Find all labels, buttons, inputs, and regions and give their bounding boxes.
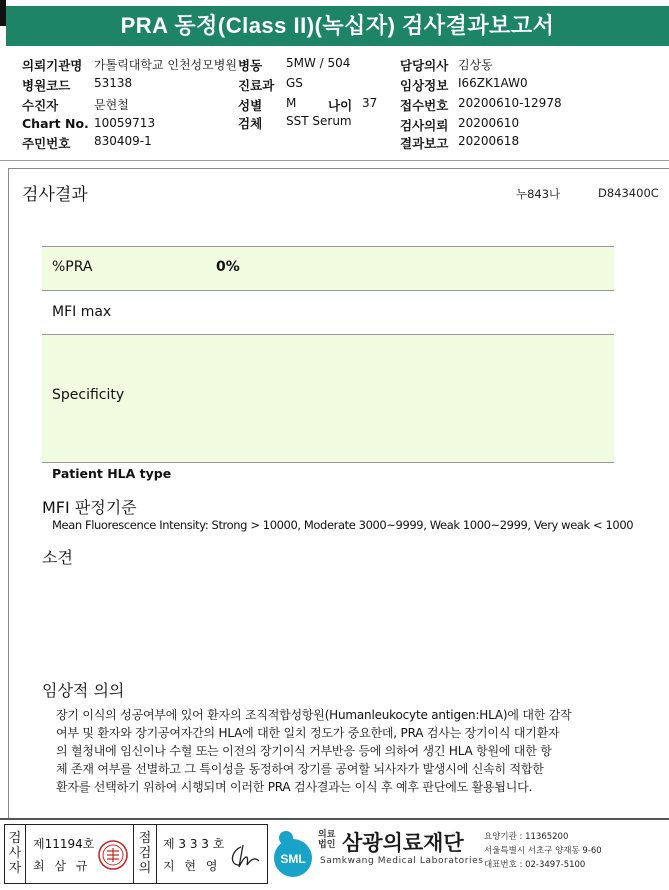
findings-title: 소견 [42, 548, 73, 567]
value-doctor: 김상동 [458, 58, 493, 72]
org-name: 삼광의료재단 [342, 832, 464, 855]
phone: 대표번호 : 02-3497-5100 [484, 860, 586, 870]
pra-value: 0% [216, 259, 240, 275]
mfi-title: MFI 판정기준 [42, 498, 137, 517]
org-english-name: Samkwang Medical Laboratories [320, 856, 484, 866]
clinical-line: 환자를 선택하기 위하여 시행되며 이러한 PRA 검사결과는 이식 후 예후 판단에도 활용됩니다. [56, 780, 533, 794]
value-chart-no: 10059713 [94, 116, 156, 130]
table-line [42, 462, 614, 463]
clinical-line: 체 존재 여부를 선별하고 그 특이성을 동정하여 장기를 공여할 뇌사자가 발생시에 신속히 적합한 [56, 762, 544, 776]
results-code-1: 누843나 [516, 187, 561, 201]
value-report-date: 20200618 [458, 134, 520, 148]
label-department: 진료과 [238, 78, 275, 93]
label-report-date: 결과보고 [400, 136, 449, 151]
label-ward: 병동 [238, 58, 263, 73]
logo-text: SML [280, 852, 306, 866]
value-receipt-no: 20200610-12978 [458, 96, 562, 110]
label-chart-no: Chart No. [22, 116, 89, 131]
value-age: 37 [362, 96, 378, 110]
care-code: 요양기관 : 11365200 [484, 832, 569, 842]
value-specimen: SST Serum [286, 114, 352, 128]
sml-logo-icon [272, 826, 314, 878]
signature-icon [227, 841, 261, 871]
checker-license: 제 3 3 3 호 [163, 837, 225, 851]
mfi-criteria-text: Mean Fluorescence Intensity: Strong > 10000, Moderate 3000~9999, Weak 1000~2999, Very weak < 1000 [52, 518, 634, 532]
patient-hla-label: Patient HLA type [52, 466, 172, 481]
value-department: GS [286, 76, 303, 90]
value-patient: 문현철 [94, 98, 129, 112]
results-title: 검사결과 [22, 185, 88, 205]
label-clinical-info: 임상정보 [400, 78, 449, 93]
label-specimen: 검체 [238, 116, 263, 131]
checker-label: 점검의 [138, 831, 152, 876]
examiner-name: 최 삼 규 [33, 859, 91, 873]
org-prefix: 의료 법인 [318, 830, 336, 850]
table-row-specificity [42, 335, 614, 462]
examiner-license: 제11194호 [33, 837, 95, 851]
label-request-date: 검사의뢰 [400, 118, 449, 133]
examiner-label-cell [5, 825, 26, 883]
value-hospital-code: 53138 [94, 76, 133, 90]
clinical-line: 의 혈청내에 임신이나 수혈 또는 이전의 장기이식 거부반응 등에 의하여 생긴 HLA 항원에 대한 항 [56, 744, 552, 758]
label-institution: 의뢰기관명 [22, 58, 83, 73]
body-left-border [8, 168, 9, 818]
clinical-line: 여부 및 환자와 장기공여자간의 HLA에 대한 일치 정도가 중요한데, PRA 검사는 장기이식 대기환자 [56, 726, 560, 740]
value-resident-no: 830409-1 [94, 134, 152, 148]
label-patient: 수진자 [22, 98, 59, 113]
value-clinical-info: I66ZK1AW0 [458, 76, 528, 90]
specificity-label: Specificity [52, 387, 125, 403]
value-institution: 가톨릭대학교 인천성모병원 [94, 58, 237, 72]
footer-divider [0, 818, 669, 820]
label-hospital-code: 병원코드 [22, 78, 71, 93]
label-age: 나이 [328, 98, 353, 113]
mfi-max-label: MFI max [52, 304, 112, 320]
label-resident-no: 주민번호 [22, 136, 71, 151]
seal-icon [97, 839, 129, 871]
results-code-2: D843400C [598, 186, 659, 200]
address: 서울특별시 서초구 양재동 9-60 [484, 846, 602, 856]
report-title: PRA 동정(Class II)(녹십자) 검사결과보고서 [6, 6, 669, 46]
value-ward: 5MW / 504 [286, 56, 351, 70]
body-top-border [8, 168, 669, 169]
checker-name: 지 현 영 [163, 859, 221, 873]
value-request-date: 20200610 [458, 116, 520, 130]
clinical-line: 장기 이식의 성공여부에 있어 환자의 조직적합성항원(Humanleukocyte antigen:HLA)에 대한 감작 [56, 708, 572, 722]
pra-label: %PRA [52, 259, 93, 275]
table-row-pra [42, 247, 614, 290]
examiner-label: 검사자 [8, 831, 22, 876]
signature-box [4, 824, 268, 884]
label-sex: 성별 [238, 98, 263, 113]
checker-label-cell [133, 825, 157, 883]
label-receipt-no: 접수번호 [400, 98, 449, 113]
label-doctor: 담당의사 [400, 58, 449, 73]
header-divider [0, 160, 669, 161]
clinical-title: 임상적 의의 [42, 681, 125, 700]
table-row-mfi-max [42, 291, 614, 334]
value-sex: M [286, 96, 297, 110]
